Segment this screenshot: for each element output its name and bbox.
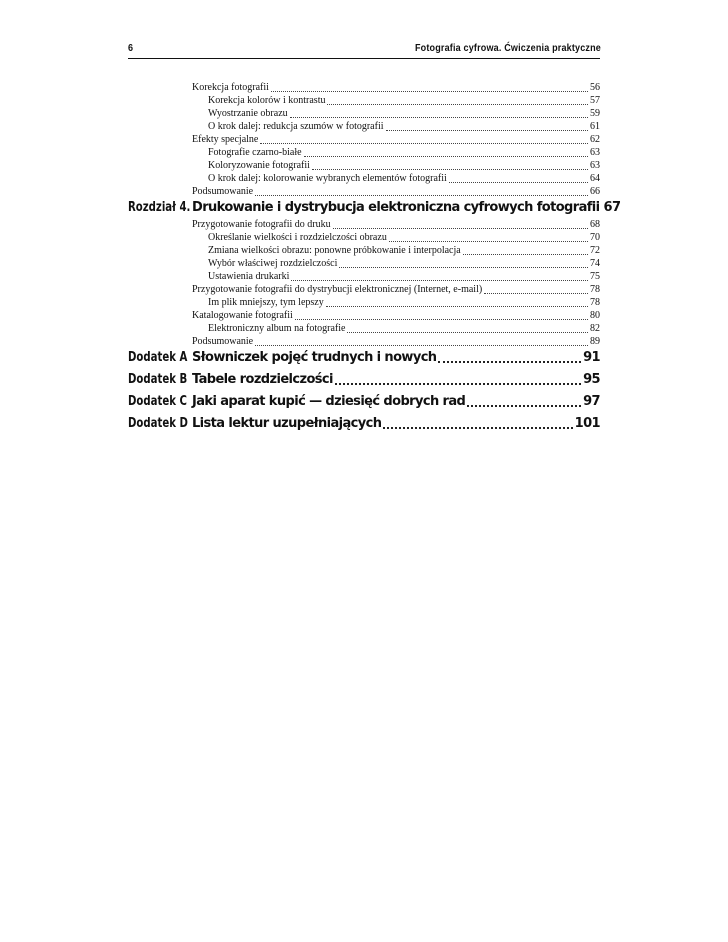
appendix-title: Lista lektur uzupełniających xyxy=(192,416,382,431)
book-title: Fotografia cyfrowa. Ćwiczenia praktyczne xyxy=(414,42,601,54)
toc-entry-title: Fotografie czarno-białe xyxy=(208,147,302,158)
toc-entry-page: 56 xyxy=(590,82,600,93)
toc-entry-page: 66 xyxy=(590,186,600,197)
appendix-page: 97 xyxy=(583,394,600,409)
appendix-label: Dodatek C xyxy=(128,394,187,409)
toc-entry-page: 70 xyxy=(590,232,600,243)
dot-leader xyxy=(438,361,581,363)
toc-entry xyxy=(208,173,600,186)
toc-appendix xyxy=(128,350,600,368)
toc-entry-page: 63 xyxy=(590,160,600,171)
appendix-page: 95 xyxy=(583,372,600,387)
dot-leader xyxy=(290,117,588,118)
toc-entry xyxy=(192,336,600,349)
appendix-label: Dodatek B xyxy=(128,372,188,387)
toc-entry xyxy=(208,121,600,134)
appendix-line xyxy=(192,416,600,431)
toc-entry xyxy=(192,310,600,323)
header-rule xyxy=(128,58,600,59)
page-number: 6 xyxy=(128,42,134,54)
toc-entry-page: 68 xyxy=(590,219,600,230)
toc-entry xyxy=(192,134,600,147)
dot-leader xyxy=(389,241,588,242)
toc-entry xyxy=(192,186,600,199)
toc-entry-title: Przygotowanie fotografii do dystrybucji elektronicznej (Internet, e-mail) xyxy=(192,284,483,295)
toc-entry-title: Określanie wielkości i rozdzielczości obrazu xyxy=(208,232,387,243)
toc-entry-page: 64 xyxy=(590,173,600,184)
toc-entry-title: Wyostrzanie obrazu xyxy=(208,108,288,119)
toc-entry xyxy=(208,108,600,121)
toc-entry-page: 82 xyxy=(590,323,600,334)
toc-entry xyxy=(208,95,600,108)
appendix-page: 101 xyxy=(574,416,600,431)
dot-leader xyxy=(295,319,588,320)
dot-leader xyxy=(347,332,588,333)
toc-chapter xyxy=(128,200,621,218)
chapter-title: Drukowanie i dystrybucja elektroniczna cyfrowych fotografii xyxy=(192,200,600,215)
toc-entry-title: Korekcja fotografii xyxy=(192,82,269,93)
toc-entry-title: Podsumowanie xyxy=(192,186,254,197)
toc-entry-page: 75 xyxy=(590,271,600,282)
dot-leader xyxy=(335,383,581,385)
dot-leader xyxy=(304,156,588,157)
toc-entry-page: 80 xyxy=(590,310,600,321)
dot-leader xyxy=(260,143,588,144)
toc-entry xyxy=(208,232,600,245)
toc-appendix xyxy=(128,416,600,434)
toc-entry-title: Elektroniczny album na fotografie xyxy=(208,323,346,334)
dot-leader xyxy=(327,104,588,105)
chapter-line xyxy=(192,200,621,215)
toc-entry-title: Podsumowanie xyxy=(192,336,254,347)
toc-entry-title: O krok dalej: kolorowanie wybranych elementów fotografii xyxy=(208,173,447,184)
dot-leader xyxy=(449,182,588,183)
dot-leader xyxy=(484,293,588,294)
running-head xyxy=(128,42,601,56)
appendix-title: Jaki aparat kupić — dziesięć dobrych rad xyxy=(192,394,466,409)
toc-entry xyxy=(208,323,600,336)
toc-entry xyxy=(208,271,600,284)
dot-leader xyxy=(463,254,588,255)
appendix-line xyxy=(192,350,600,365)
chapter-label: Rozdział 4. xyxy=(128,200,191,215)
toc-entry-title: Katalogowanie fotografii xyxy=(192,310,293,321)
toc-entry xyxy=(208,245,600,258)
toc-entry-title: Zmiana wielkości obrazu: ponowne próbkowanie i interpolacja xyxy=(208,245,461,256)
appendix-page: 91 xyxy=(583,350,600,365)
toc-entry xyxy=(208,258,600,271)
toc-entry-page: 61 xyxy=(590,121,600,132)
dot-leader xyxy=(333,228,588,229)
toc-entry-page: 74 xyxy=(590,258,600,269)
appendix-line xyxy=(192,394,600,409)
toc-entry-page: 57 xyxy=(590,95,600,106)
appendix-title: Tabele rozdzielczości xyxy=(192,372,333,387)
dot-leader xyxy=(271,91,588,92)
toc-entry xyxy=(192,219,600,232)
toc-entry xyxy=(208,160,600,173)
appendix-line xyxy=(192,372,600,387)
toc-entry-title: Korekcja kolorów i kontrastu xyxy=(208,95,326,106)
toc-entry-title: Efekty specjalne xyxy=(192,134,259,145)
toc-appendix xyxy=(128,372,600,390)
dot-leader xyxy=(255,195,588,196)
toc-entry-page: 63 xyxy=(590,147,600,158)
toc-entry-title: Przygotowanie fotografii do druku xyxy=(192,219,331,230)
toc-entry xyxy=(192,82,600,95)
toc-entry xyxy=(208,297,600,310)
toc-appendix xyxy=(128,394,600,412)
toc-entry-page: 72 xyxy=(590,245,600,256)
toc-entry-page: 62 xyxy=(590,134,600,145)
toc-entry-page: 59 xyxy=(590,108,600,119)
toc-entry-page: 89 xyxy=(590,336,600,347)
dot-leader xyxy=(255,345,588,346)
dot-leader xyxy=(383,427,572,429)
toc-entry-title: Koloryzowanie fotografii xyxy=(208,160,310,171)
toc-entry xyxy=(208,147,600,160)
toc-entry-page: 78 xyxy=(590,284,600,295)
dot-leader xyxy=(339,267,588,268)
dot-leader xyxy=(312,169,588,170)
toc-entry xyxy=(192,284,600,297)
toc-entry-title: Wybór właściwej rozdzielczości xyxy=(208,258,338,269)
dot-leader xyxy=(326,306,588,307)
toc-entry-title: Ustawienia drukarki xyxy=(208,271,290,282)
toc-entry-page: 78 xyxy=(590,297,600,308)
dot-leader xyxy=(386,130,588,131)
toc-entry-title: Im plik mniejszy, tym lepszy xyxy=(208,297,324,308)
appendix-label: Dodatek D xyxy=(128,416,188,431)
dot-leader xyxy=(291,280,588,281)
appendix-label: Dodatek A xyxy=(128,350,188,365)
toc-entry-title: O krok dalej: redukcja szumów w fotografii xyxy=(208,121,384,132)
appendix-title: Słowniczek pojęć trudnych i nowych xyxy=(192,350,437,365)
dot-leader xyxy=(467,405,581,407)
chapter-page: 67 xyxy=(603,200,621,215)
